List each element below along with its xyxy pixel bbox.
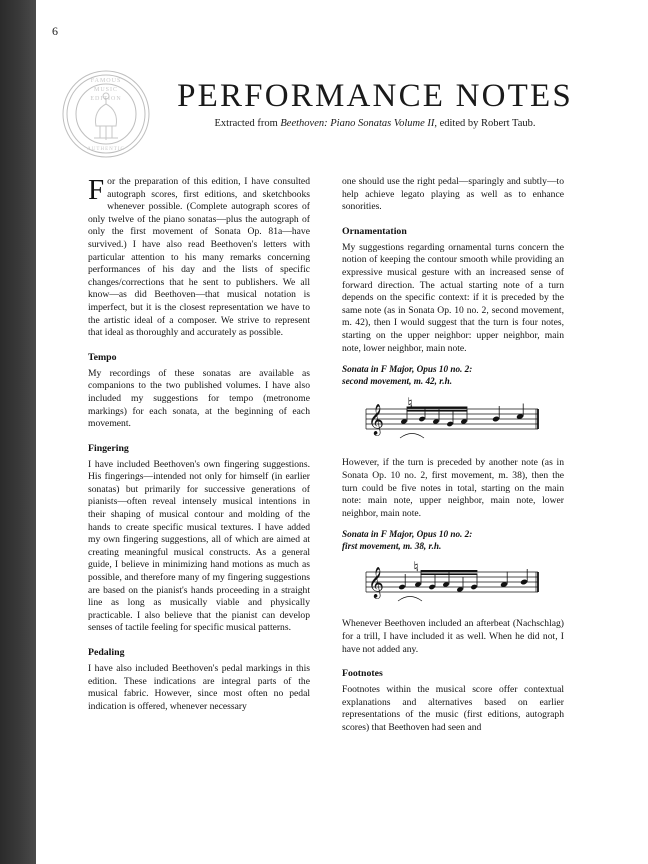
svg-text:MUSIC: MUSIC [93,87,119,93]
subtitle-prefix: Extracted from [214,118,281,129]
music-example-2-caption [342,529,564,552]
subtitle-suffix: , edited by Robert Taub. [434,118,536,129]
subtitle-source-title: Beethoven: Piano Sonatas Volume II [280,118,435,129]
music-example-2-caption-line2: first movement, m. 38, r.h. [342,540,442,551]
column-right [342,176,564,744]
section-heading-pedaling: Pedaling [88,647,125,658]
music-example-op10-no2-mvt1-m38 [342,556,564,608]
svg-text:𝄞: 𝄞 [368,404,384,435]
music-example-1-caption [342,364,564,387]
svg-text:𝄞: 𝄞 [368,567,384,598]
section-heading-ornamentation: Ornamentation [342,225,407,237]
section-heading-fingering: Fingering [88,442,129,454]
ornamentation-paragraph-2: However, if the turn is preceded by another note (as in Sonata Op. 10 no. 2, first movement, m. 38), then the turn could be five notes in total, starting on the main note: main note, upper neighbor, main note, lower neighbor, main note. [342,457,564,519]
column-left [88,176,310,722]
page-title: PERFORMANCE NOTES [177,78,573,114]
intro-paragraph [88,176,310,340]
music-example-1-caption-line2: second movement, m. 42, r.h. [342,375,452,386]
svg-text:𝄯: 𝄯 [414,559,419,572]
body-columns [88,176,564,836]
page-subtitle [140,118,610,129]
page-left-band [0,0,36,864]
music-example-op10-no2-mvt2-m42 [342,391,564,447]
intro-paragraph-text: or the preparation of this edition, I have consulted autograph scores, first editions, and sketchbooks whenever possible. (Complete autograph scores of only twelve of the piano sonatas—plus the autograph of only the first movement of Sonata Op. 81a—have survived.) I have also read Beethoven's letters with particular attention to his many remarks concerning performances of his day and the lists of specific changes/corrections that he sent to publishers. We all know—as did Beethoven—that musical notation is imperfect, but it is the closest representation we have to the artistic ideal of a composer. We strive to represent that ideal as thoroughly and accurately as possible. [88,176,310,339]
fingering-paragraph: I have included Beethoven's own fingering suggestions. His fingerings—intended not only for himself (in earlier sonatas) but primarily for successive generations of pianists—often reveal intensely musical intentions in their shaping of musical contour and molding of the hands to create specific musical textures. I have added my own fingering suggestions, all of which are aimed at creating meaningful musical constructs. As a general guide, I believe in minimizing hand motions as much as possible, and therefore many of my fingering suggestions are based on the pianist's hands proceeding in a straight line as long as musically viable and physically practicable. I also believe that the pianist can develop senses of tactile feeling for specific musical patterns. [88,458,310,634]
section-heading-footnotes: Footnotes [342,668,383,680]
ornamentation-paragraph-1: My suggestions regarding ornamental turns concern the notion of keeping the contour smooth while providing an expressive musical gesture with an increased sense of forward direction. The actual starting note of a turn depends on the specific context: if it is preceded by the same note (as in Sonata Op. 10 no. 2, second movement, m. 42), then I would suggest that the turn is four notes, starting on the upper neighbor: upper neighbor, main note, lower neighbor, main note. [342,241,564,354]
svg-text:𝄯: 𝄯 [408,395,413,408]
page-number: 6 [52,24,58,38]
drop-cap: F [88,174,105,206]
ornamentation-paragraph-3: Whenever Beethoven included an afterbeat (Nachschlag) for a trill, I have included it as well. When he did not, I have not added any. [342,618,564,655]
pedaling-paragraph: I have also included Beethoven's pedal markings in this edition. These indications are integral parts of the musical fabric. However, since most often no pedal indication is offered, whenever necessary [88,663,310,712]
publisher-seal-icon [60,58,152,170]
footnotes-paragraph: Footnotes within the musical score offer contextual explanations and alternatives based on earlier representations of the music (first editions, autograph scores) that Beethoven had seen and [342,684,564,734]
pedaling-continuation-paragraph: one should use the right pedal—sparingly and subtly—to help achieve legato playing as well as to enhance sonorities. [342,176,564,213]
tempo-paragraph: My recordings of these sonatas are available as companions to the two published volumes. I have also included my suggestions for tempo (metronome markings) for each sonata, at the beginning of each movement. [88,367,310,430]
music-example-1-caption-line1: Sonata in F Major, Opus 10 no. 2: [342,364,473,375]
music-example-2-caption-line1: Sonata in F Major, Opus 10 no. 2: [342,529,473,540]
svg-text:EDITION: EDITION [90,96,122,102]
svg-text:AUTHENTIC: AUTHENTIC [87,147,125,152]
svg-text:FAMOUS: FAMOUS [90,78,122,84]
section-heading-tempo: Tempo [88,351,117,363]
